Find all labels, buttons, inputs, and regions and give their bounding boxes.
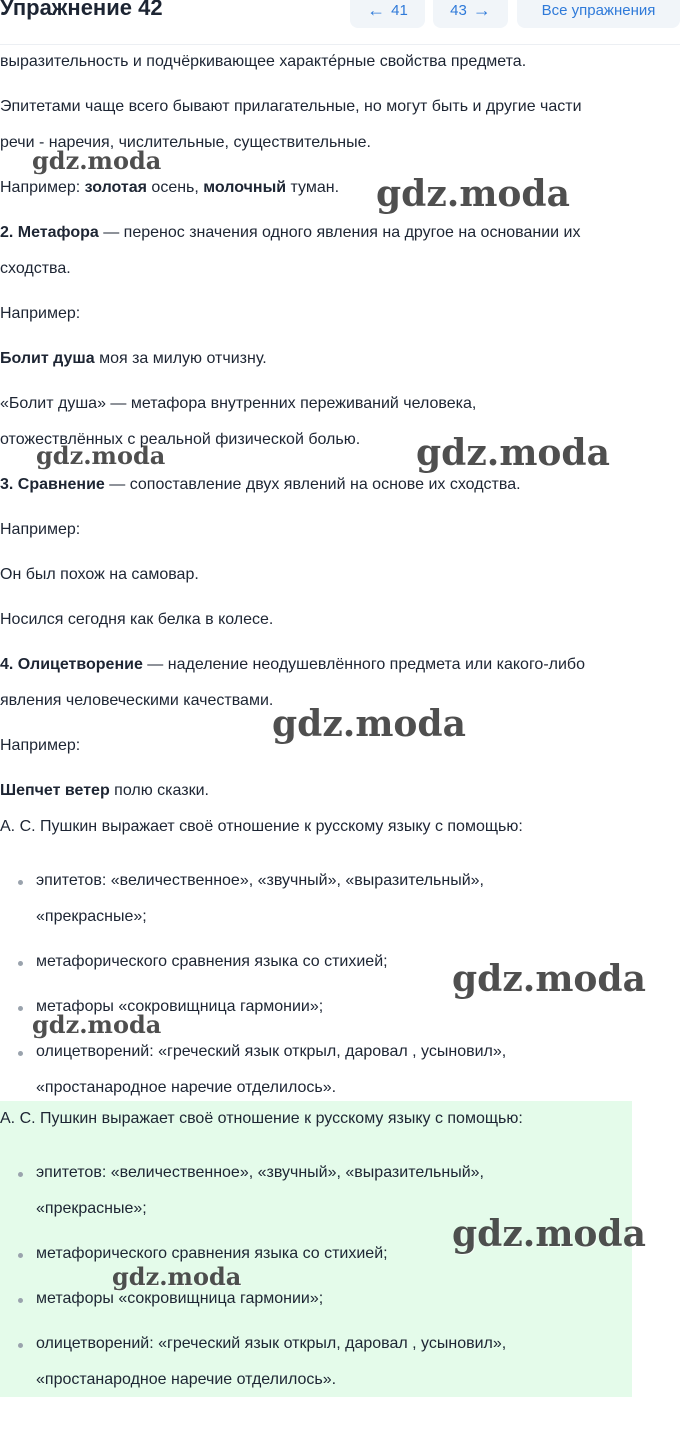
arrow-right-icon: →: [472, 0, 491, 20]
metaphor-note-1: «Болит душа» — метафора внутренних переживаний человека,: [0, 395, 477, 412]
personification-def-1: — наделение неодушевлённого предмета или какого-либо: [142, 656, 585, 673]
list-item-line: олицетворений: «греческий язык открыл, даровал , усыновил»,: [36, 1043, 507, 1060]
comparison-term: 3. Сравнение: [0, 476, 105, 493]
list-item-line: «прекрасные»;: [36, 1200, 147, 1217]
example-text-1: осень,: [146, 179, 204, 196]
comparison-definition: [0, 467, 680, 503]
list-item-line: олицетворений: «греческий язык открыл, даровал , усыновил»,: [36, 1335, 507, 1352]
list-item: [36, 1155, 632, 1227]
metaphor-def-1: — перенос значения одного явления на другое на основании их: [98, 224, 581, 241]
watermark: gdz.moda: [36, 441, 166, 470]
personification-term: 4. Олицетворение: [0, 656, 143, 673]
personification-definition: [0, 647, 680, 683]
comparison-example-1: Он был похож на самовар.: [0, 566, 199, 583]
example-bold-1: золотая: [84, 179, 147, 196]
metaphor-term: 2. Метафора: [0, 224, 99, 241]
epithet-parts-line-2: речи - наречия, числительные, существительные.: [0, 134, 371, 151]
watermark: gdz.moda: [416, 432, 610, 474]
summary-list: [0, 863, 680, 1106]
watermark: gdz.moda: [376, 173, 570, 215]
metaphor-note-2: отожествлённых с реальной физической болью.: [0, 431, 361, 448]
page-title: Упражнение 42: [0, 0, 163, 20]
summary-intro: А. С. Пушкин выражает своё отношение к русскому языку с помощью:: [0, 818, 523, 835]
comparison-def: — сопоставление двух явлений на основе их сходства.: [104, 476, 521, 493]
example-label: Например:: [0, 737, 81, 754]
watermark: gdz.moda: [272, 703, 466, 745]
list-item: [36, 1281, 632, 1317]
metaphor-example-bold: Болит душа: [0, 350, 95, 367]
epithet-example: [0, 170, 680, 206]
epithet-tail: выразительность и подчёркивающее характе́рные свойства предмета.: [0, 53, 527, 70]
next-exercise-label: 43: [450, 1, 467, 19]
personification-def-2: явления человеческими качествами.: [0, 692, 274, 709]
comparison-example-2: Носился сегодня как белка в колесе.: [0, 611, 274, 628]
list-item-line: метафорического сравнения языка со стихией;: [36, 1245, 388, 1262]
answer-list: [0, 1155, 632, 1398]
list-item-line: метафорического сравнения языка со стихией;: [36, 953, 388, 970]
list-item-line: «простанародное наречие отделилось».: [36, 1371, 337, 1388]
prev-exercise-label: 41: [391, 1, 408, 19]
watermark: gdz.moda: [452, 1213, 646, 1255]
arrow-left-icon: ←: [367, 0, 386, 20]
list-item-line: «простанародное наречие отделилось».: [36, 1079, 337, 1096]
metaphor-example-rest: моя за милую отчизну.: [94, 350, 267, 367]
list-item-line: метафоры «сокровищница гармонии»;: [36, 1290, 324, 1307]
epithet-parts-line-1: Эпитетами чаще всего бывают прилагательные, но могут быть и другие части: [0, 98, 582, 115]
example-text-2: туман.: [286, 179, 340, 196]
prev-exercise-button[interactable]: [350, 0, 425, 28]
page-header: [0, 0, 680, 45]
all-exercises-button[interactable]: [517, 0, 680, 28]
watermark: gdz.moda: [452, 958, 646, 1000]
personification-example-rest: полю сказки.: [109, 782, 209, 799]
answer-intro: А. С. Пушкин выражает своё отношение к русскому языку с помощью:: [0, 1110, 523, 1127]
answer-block: [0, 1101, 632, 1397]
list-item: [36, 989, 680, 1025]
all-exercises-label: Все упражнения: [541, 1, 656, 19]
list-item: [36, 944, 680, 980]
example-prefix: Например:: [0, 179, 85, 196]
watermark: gdz.moda: [112, 1262, 242, 1291]
list-item-line: эпитетов: «величественное», «звучный», «выразительный»,: [36, 1164, 484, 1181]
watermark: gdz.moda: [32, 1010, 162, 1039]
list-item-line: «прекрасные»;: [36, 908, 147, 925]
list-item: [36, 1236, 632, 1272]
list-item-line: эпитетов: «величественное», «звучный», «выразительный»,: [36, 872, 484, 889]
personification-example-bold: Шепчет ветер: [0, 782, 110, 799]
example-label: Например:: [0, 305, 81, 322]
metaphor-def-2: сходства.: [0, 260, 71, 277]
watermark: gdz.moda: [32, 146, 162, 175]
personification-example: [0, 773, 680, 809]
list-item: [36, 863, 680, 935]
list-item: [36, 1326, 632, 1398]
next-exercise-button[interactable]: [433, 0, 508, 28]
list-item-line: метафоры «сокровищница гармонии»;: [36, 998, 324, 1015]
example-bold-2: молочный: [203, 179, 287, 196]
metaphor-example: [0, 341, 680, 377]
theory-content: [0, 44, 680, 1115]
metaphor-definition: [0, 215, 680, 251]
example-label: Например:: [0, 521, 81, 538]
list-item: [36, 1034, 680, 1106]
